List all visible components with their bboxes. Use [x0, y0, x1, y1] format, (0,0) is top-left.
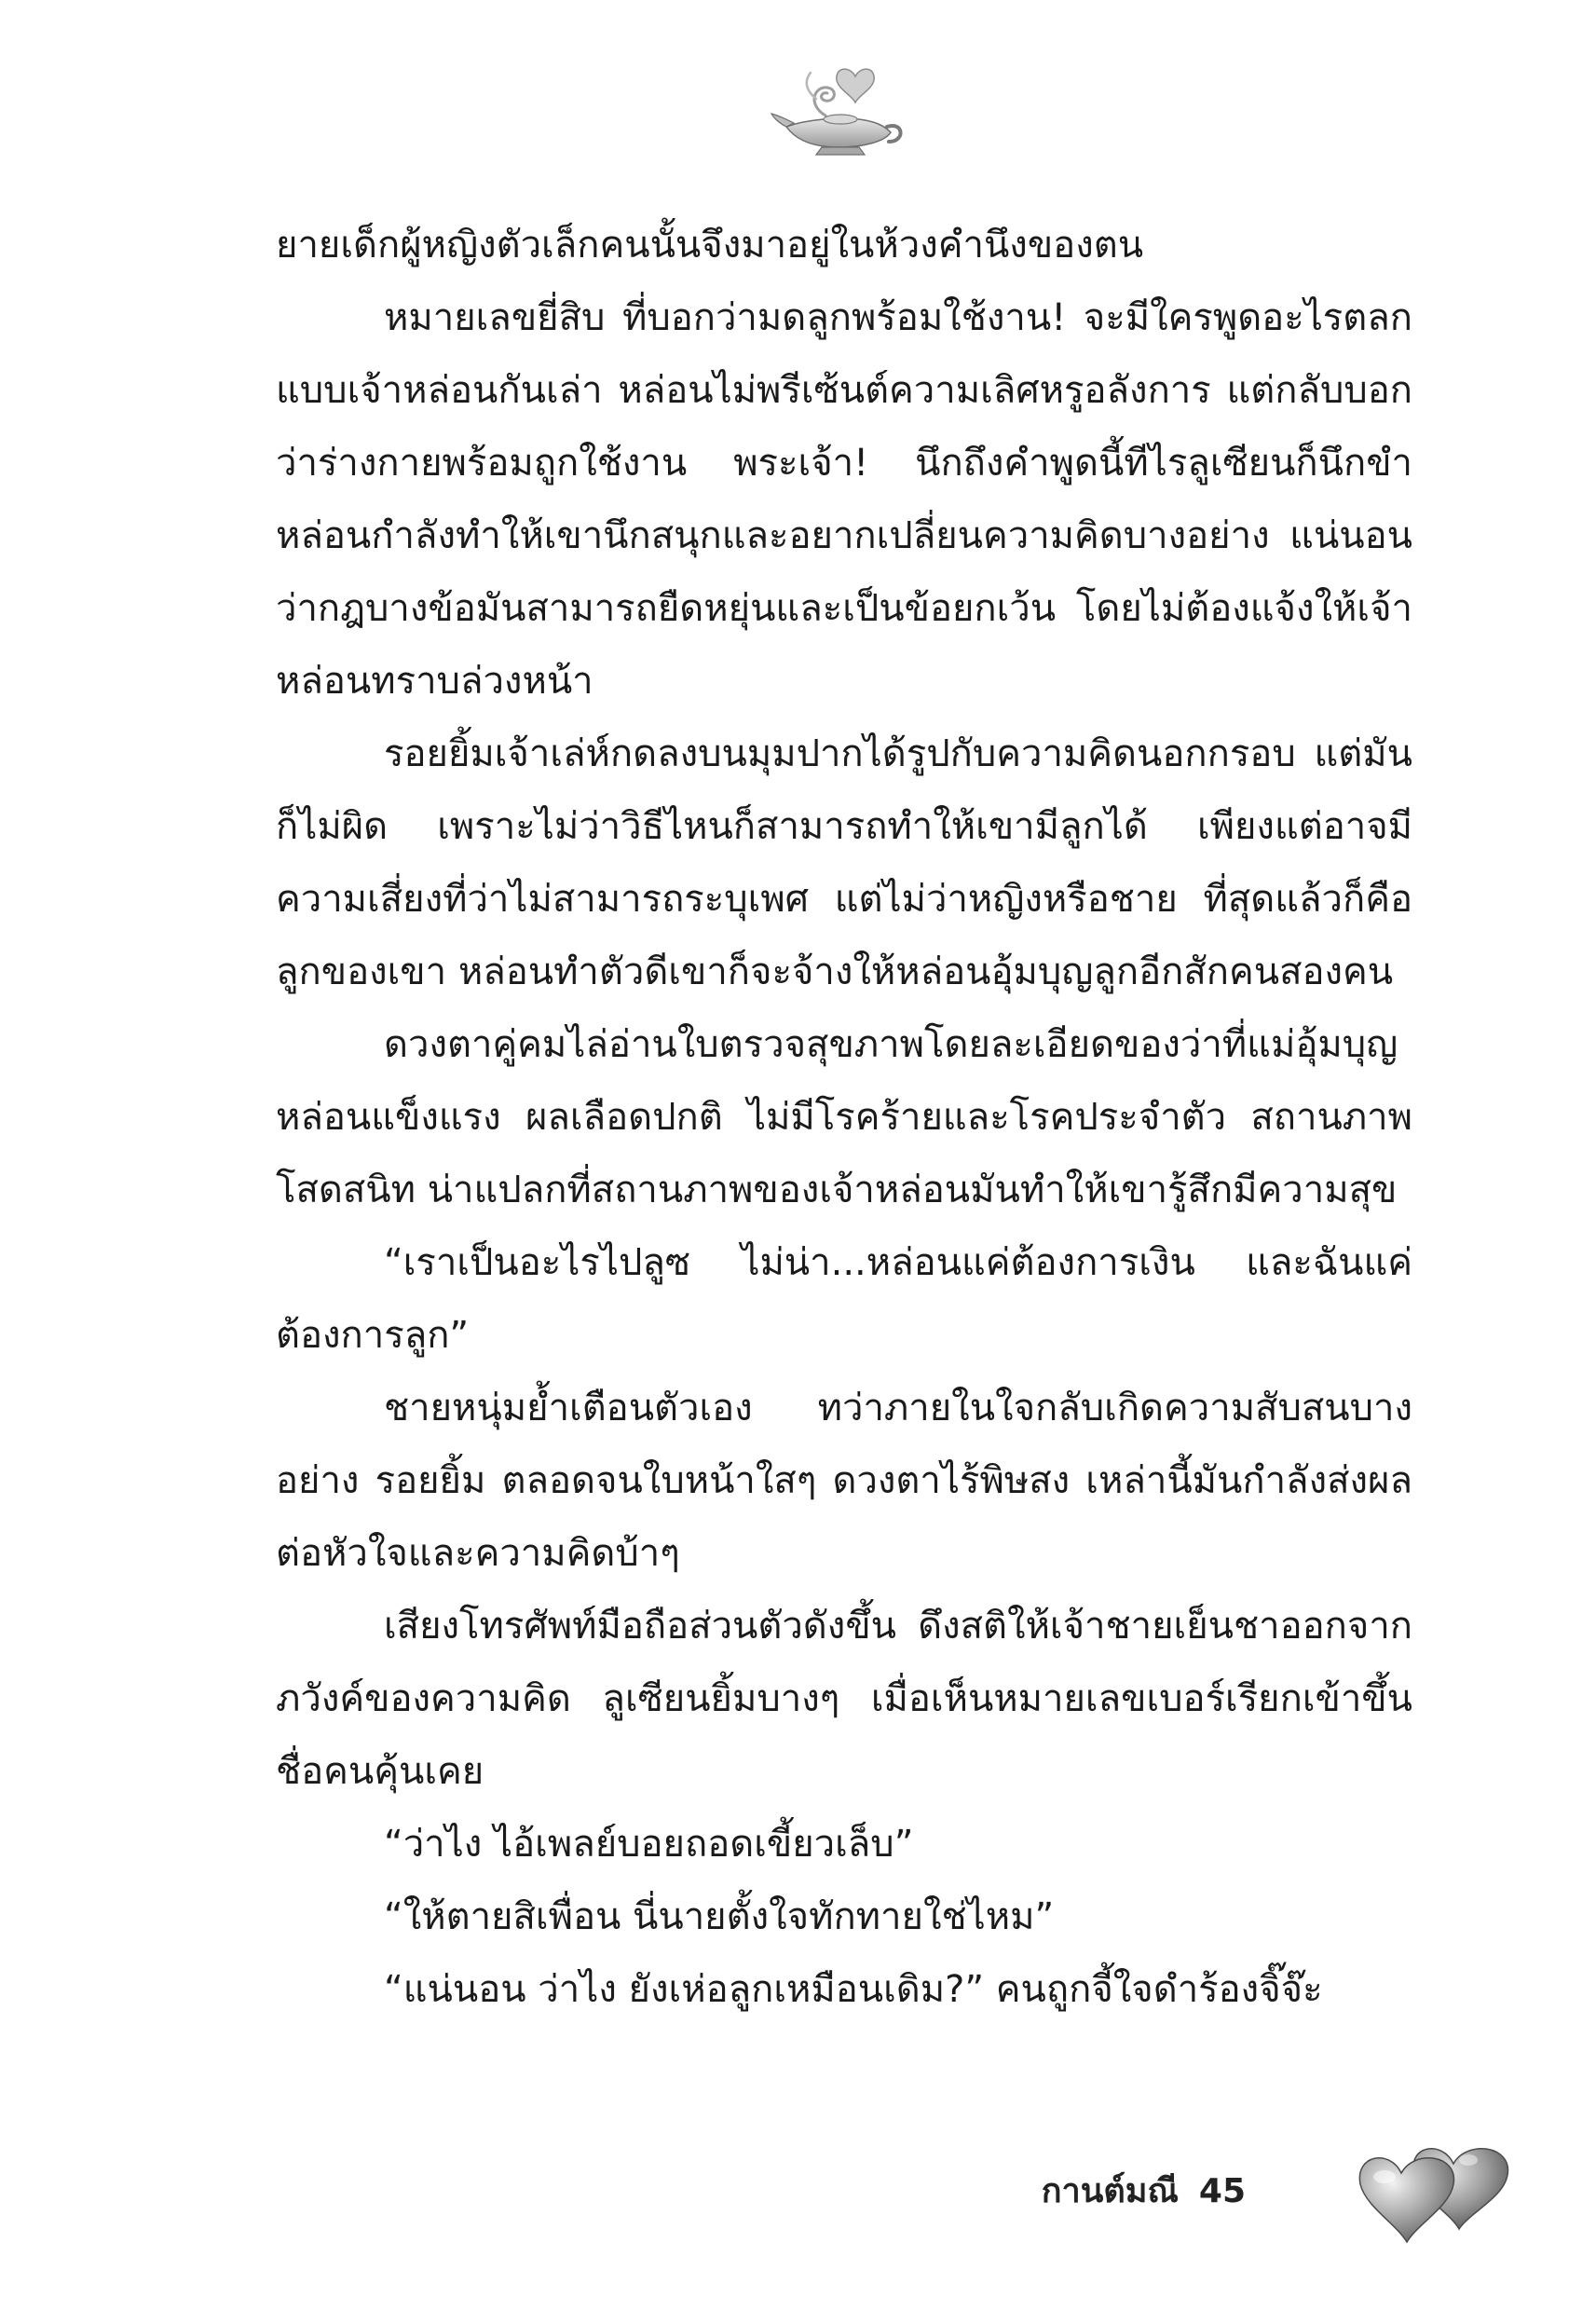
running-footer — [1042, 2164, 1246, 2217]
paragraph: ดวงตาคู่คมไล่อ่านใบตรวจสุขภาพโดยละเอียดของว่าที่แม่อุ้มบุญ หล่อนแข็งแรง ผลเลือดปกติ ไม่มีโรคร้ายและโรคประจำตัว สถานภาพโสดสนิท น่าแปลกที่สถานภาพของเจ้าหล่อนมันทำให้เขารู้สึกมีความสุข — [276, 1023, 1412, 1211]
paragraph: รอยยิ้มเจ้าเล่ห์กดลงบนมุมปากได้รูปกับความคิดนอกกรอบ แต่มันก็ไม่ผิด เพราะไม่ว่าวิธีไหนก็สามารถทำให้เขามีลูกได้ เพียงแต่อาจมีความเสี่ยงที่ว่าไม่สามารถระบุเพศ แต่ไม่ว่าหญิงหรือชาย ที่สุดแล้วก็คือลูกของเขา หล่อนทำตัวดีเขาก็จะจ้างให้หล่อนอุ้มบุญลูกอีกสักคนสองคน — [276, 732, 1412, 993]
paragraph: “ว่าไง ไอ้เพลย์บอยถอดเขี้ยวเล็บ” — [384, 1823, 914, 1866]
paragraph: “เราเป็นอะไรไปลูซ ไม่น่า...หล่อนแค่ต้องการเงิน และฉันแค่ต้องการลูก” — [276, 1241, 1412, 1357]
hearts-icon — [1349, 2132, 1515, 2249]
paragraph: “แน่นอน ว่าไง ยังเห่อลูกเหมือนเดิม?” คนถูกจี้ใจดำร้องจิ๊จ๊ะ — [384, 1968, 1323, 2011]
page-number: 45 — [1198, 2172, 1246, 2210]
paragraph: หมายเลขยี่สิบ ที่บอกว่ามดลูกพร้อมใช้งาน! จะมีใครพูดอะไรตลกแบบเจ้าหล่อนกันเล่า หล่อนไม่พรีเซ้นต์ความเลิศหรูอลังการ แต่กลับบอกว่าร่างกายพร้อมถูกใช้งาน พระเจ้า! นึกถึงคำพูดนี้ทีไรลูเซียนก็นึกขำ หล่อนกำลังทำให้เขานึกสนุกและอยากเปลี่ยนความคิดบางอย่าง แน่นอนว่ากฎบางข้อมันสามารถยืดหยุ่นและเป็นข้อยกเว้น โดยไม่ต้องแจ้งให้เจ้าหล่อนทราบล่วงหน้า — [276, 296, 1412, 703]
paragraph: เสียงโทรศัพท์มือถือส่วนตัวดังขึ้น ดึงสติให้เจ้าชายเย็นชาออกจากภวังค์ของความคิด ลูเซียนยิ้มบางๆ เมื่อเห็นหมายเลขเบอร์เรียกเข้าขึ้นชื่อคนคุ้นเคย — [276, 1605, 1412, 1793]
body-text — [276, 209, 1412, 2026]
paragraph: ชายหนุ่มย้ำเตือนตัวเอง ทว่าภายในใจกลับเกิดความสับสนบางอย่าง รอยยิ้ม ตลอดจนใบหน้าใสๆ ดวงตาไร้พิษสง เหล่านี้มันกำลังส่งผลต่อหัวใจและความคิดบ้าๆ — [276, 1387, 1412, 1575]
book-title: กานต์มณี — [1041, 2172, 1179, 2210]
paragraph: ยายเด็กผู้หญิงตัวเล็กคนนั้นจึงมาอยู่ในห้วงคำนึงของตน — [276, 224, 1144, 267]
paragraph: “ให้ตายสิเพื่อน นี่นายตั้งใจทักทายใช่ไหม” — [384, 1895, 1055, 1938]
genie-lamp-icon — [770, 48, 909, 158]
